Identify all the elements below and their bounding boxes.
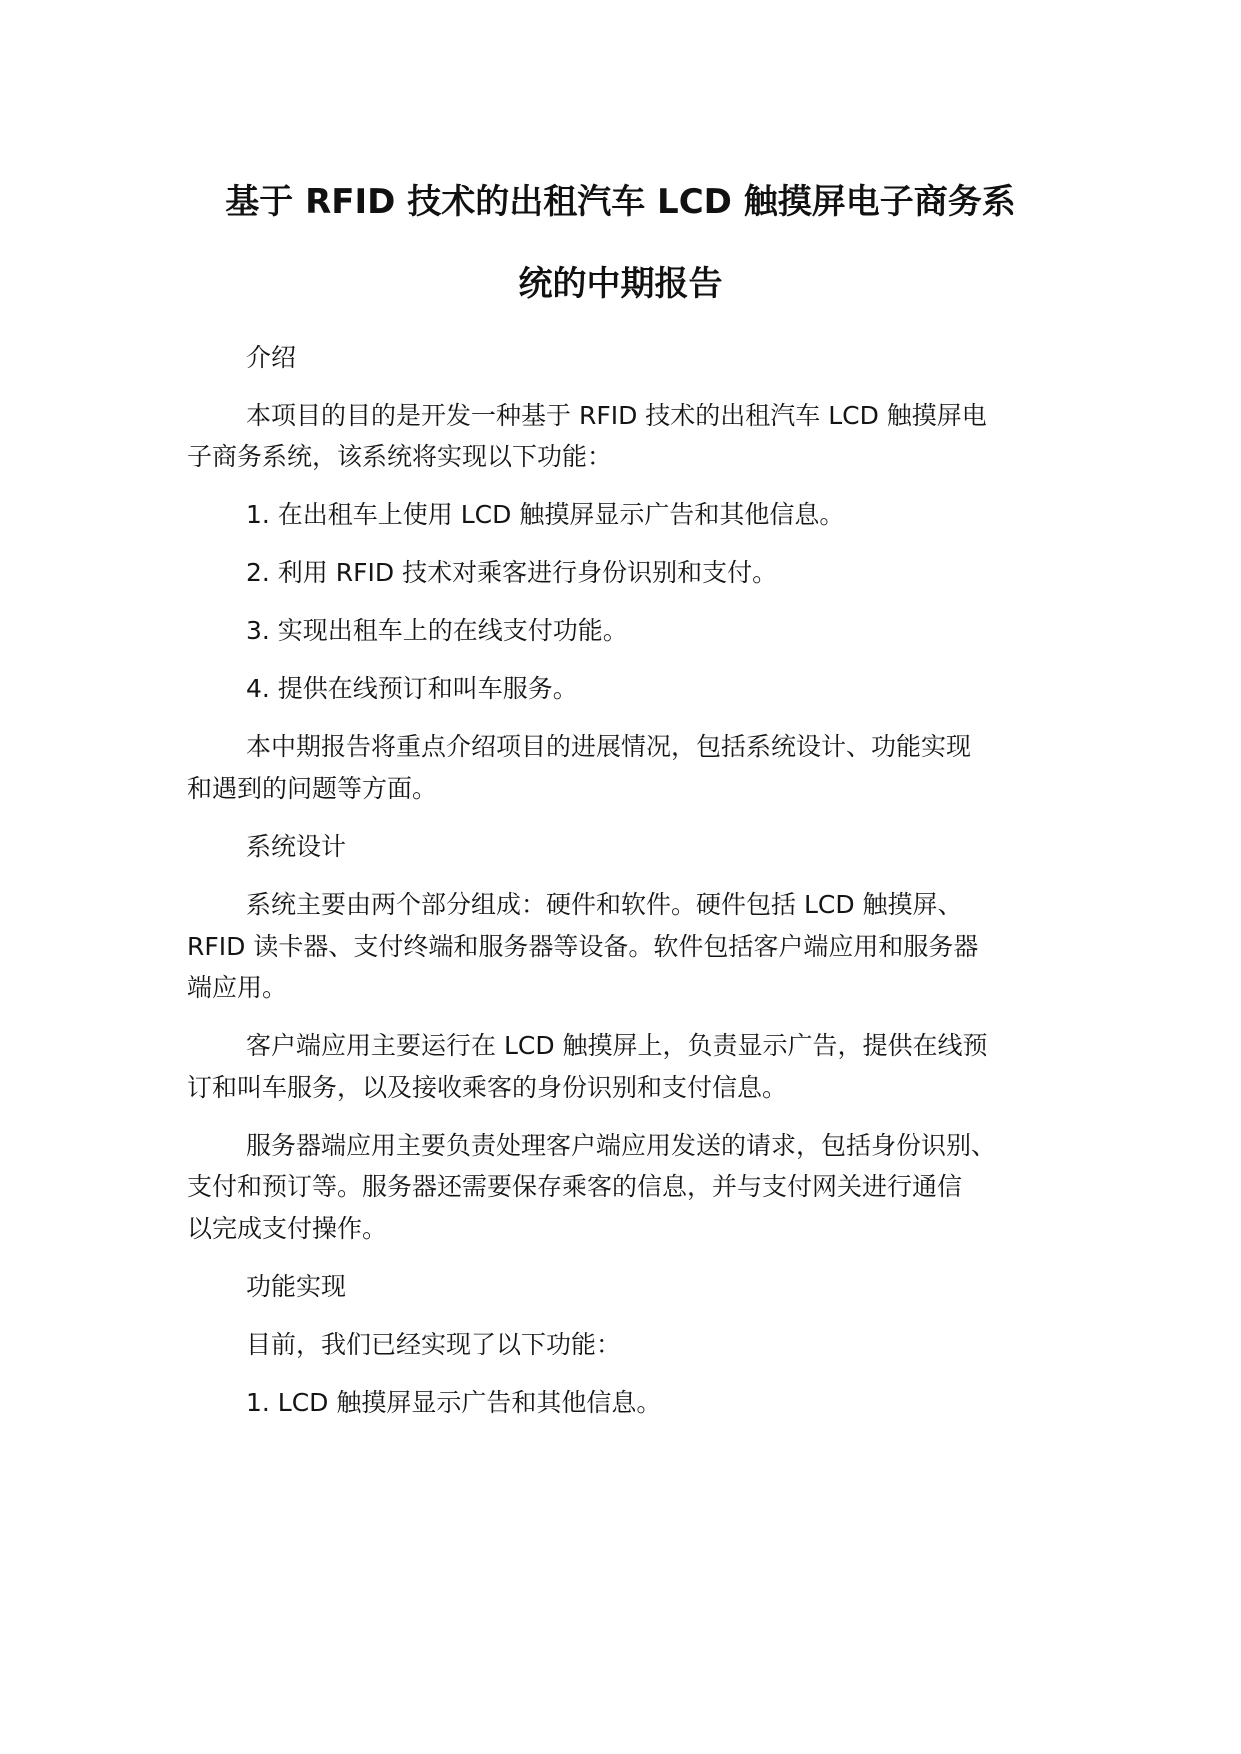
- design-paragraph-3-line-2: 支付和预订等。服务器还需要保存乘客的信息，并与支付网关进行通信: [187, 1172, 963, 1201]
- design-paragraph-2-line-2: 订和叫车服务，以及接收乘客的身份识别和支付信息。: [187, 1073, 788, 1102]
- document-title-line-1: 基于 RFID 技术的出租汽车 LCD 触摸屏电子商务系: [225, 182, 1016, 222]
- intro-paragraph-1-line-2: 子商务系统，该系统将实现以下功能：: [187, 442, 613, 471]
- implemented-list-item-1: 1. LCD 触摸屏显示广告和其他信息。: [246, 1388, 662, 1417]
- intro-paragraph-2-line-2: 和遇到的问题等方面。: [187, 774, 438, 803]
- section-heading-intro: 介绍: [246, 343, 297, 372]
- intro-paragraph-1-line-1: 本项目的目的是开发一种基于 RFID 技术的出租汽车 LCD 触摸屏电: [246, 401, 987, 430]
- feature-list-item-3: 3. 实现出租车上的在线支付功能。: [246, 616, 628, 645]
- design-paragraph-1-line-1: 系统主要由两个部分组成：硬件和软件。硬件包括 LCD 触摸屏、: [246, 890, 963, 919]
- intro-paragraph-2-line-1: 本中期报告将重点介绍项目的进展情况，包括系统设计、功能实现: [246, 732, 972, 761]
- section-heading-implementation: 功能实现: [246, 1272, 347, 1301]
- design-paragraph-3-line-1: 服务器端应用主要负责处理客户端应用发送的请求，包括身份识别、: [246, 1131, 997, 1160]
- design-paragraph-2-line-1: 客户端应用主要运行在 LCD 触摸屏上，负责显示广告，提供在线预: [246, 1031, 988, 1060]
- design-paragraph-1-line-3: 端应用。: [187, 973, 288, 1002]
- section-heading-design: 系统设计: [246, 832, 347, 861]
- implementation-paragraph-1: 目前，我们已经实现了以下功能：: [246, 1330, 622, 1359]
- feature-list-item-2: 2. 利用 RFID 技术对乘客进行身份识别和支付。: [246, 558, 778, 587]
- feature-list-item-1: 1. 在出租车上使用 LCD 触摸屏显示广告和其他信息。: [246, 500, 845, 529]
- design-paragraph-1-line-2: RFID 读卡器、支付终端和服务器等设备。软件包括客户端应用和服务器: [187, 932, 979, 961]
- document-title-line-2: 统的中期报告: [518, 264, 723, 304]
- feature-list-item-4: 4. 提供在线预订和叫车服务。: [246, 674, 578, 703]
- design-paragraph-3-line-3: 以完成支付操作。: [187, 1214, 388, 1243]
